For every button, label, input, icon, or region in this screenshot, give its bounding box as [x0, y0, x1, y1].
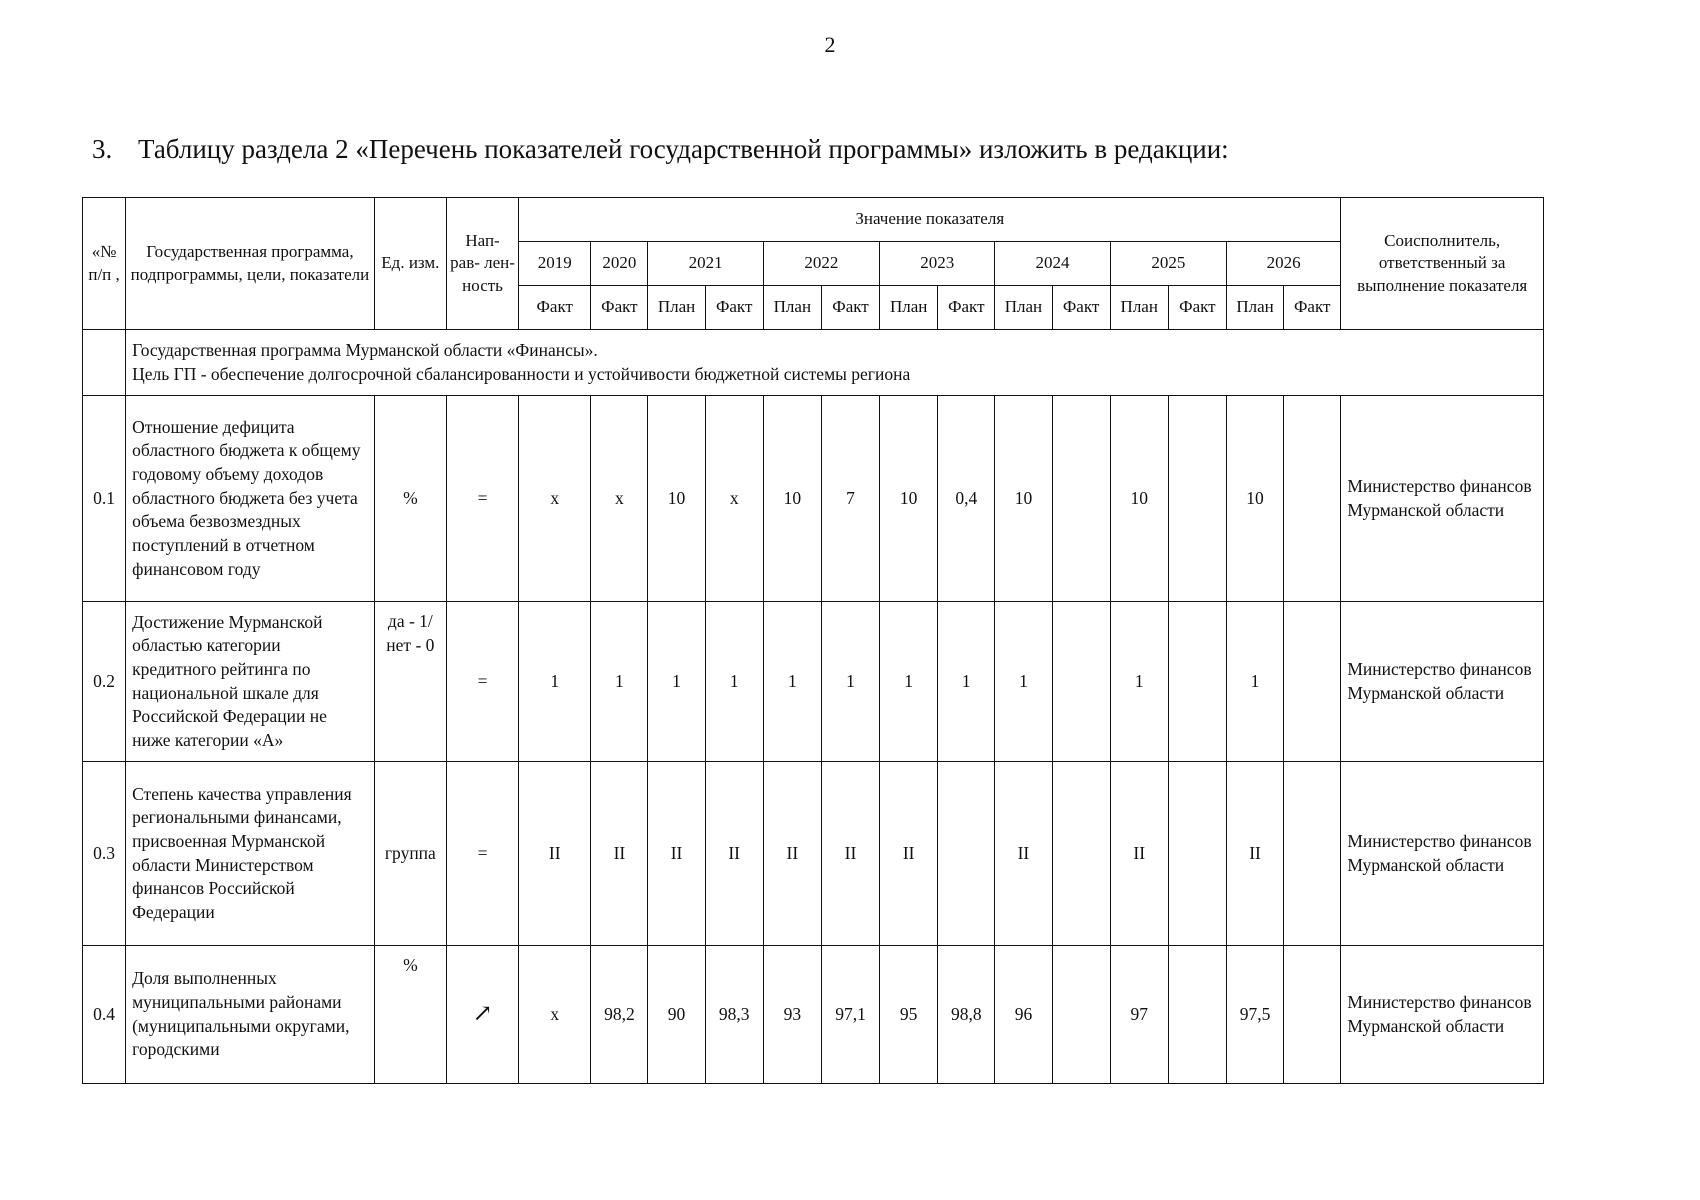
- value-cell: 10: [763, 396, 821, 602]
- value-cell: II: [821, 762, 879, 946]
- value-cell: [1052, 602, 1110, 762]
- program-cell: [126, 330, 1544, 396]
- page-number: 2: [824, 32, 836, 57]
- header-year: 2026: [1226, 242, 1340, 286]
- indicators-table: [82, 197, 1544, 1084]
- value-cell: 1: [880, 602, 938, 762]
- value-cell: 97,5: [1226, 946, 1283, 1084]
- table-row: [83, 946, 1544, 1084]
- value-cell: 98,3: [705, 946, 763, 1084]
- header-subcol: Факт: [821, 286, 879, 330]
- value-cell: х: [519, 946, 591, 1084]
- value-cell: 10: [648, 396, 705, 602]
- value-cell: II: [1110, 762, 1168, 946]
- header-subcol: План: [648, 286, 705, 330]
- value-cell: 1: [705, 602, 763, 762]
- value-cell: 1: [763, 602, 821, 762]
- executor-cell: Министерство финансов Мурманской области: [1341, 762, 1544, 946]
- direction-cell: =: [446, 396, 518, 602]
- value-cell: [1168, 396, 1226, 602]
- direction-cell: =: [446, 762, 518, 946]
- executor-cell: Министерство финансов Мурманской области: [1341, 396, 1544, 602]
- value-cell: II: [705, 762, 763, 946]
- value-cell: [1284, 762, 1341, 946]
- header-year: 2024: [995, 242, 1110, 286]
- header-subcol: План: [995, 286, 1052, 330]
- row-number: 0.3: [83, 762, 126, 946]
- header-subcol: План: [1110, 286, 1168, 330]
- header-row-1: [83, 198, 1544, 242]
- value-cell: [1168, 602, 1226, 762]
- header-num: «№ п/п ,: [83, 198, 126, 330]
- program-row: [83, 330, 1544, 396]
- header-year: 2021: [648, 242, 763, 286]
- row-number: 0.1: [83, 396, 126, 602]
- indicator-name: Доля выполненных муниципальными районами (муниципальными округами, городскими: [126, 946, 375, 1084]
- value-cell: 7: [821, 396, 879, 602]
- value-cell: 93: [763, 946, 821, 1084]
- value-cell: II: [995, 762, 1052, 946]
- header-executor: Соисполнитель, ответственный за выполнение показателя: [1341, 198, 1544, 330]
- value-cell: х: [591, 396, 648, 602]
- value-cell: 1: [1226, 602, 1283, 762]
- value-cell: х: [519, 396, 591, 602]
- program-title: Государственная программа Мурманской области «Финансы».: [132, 339, 598, 360]
- value-cell: 10: [1226, 396, 1283, 602]
- value-cell: 98,8: [938, 946, 995, 1084]
- value-cell: 1: [995, 602, 1052, 762]
- value-cell: 1: [938, 602, 995, 762]
- value-cell: 96: [995, 946, 1052, 1084]
- direction-cell: ↗: [446, 946, 518, 1084]
- header-subcol: Факт: [1168, 286, 1226, 330]
- header-year: 2025: [1110, 242, 1226, 286]
- header-year: 2020: [591, 242, 648, 286]
- executor-cell: Министерство финансов Мурманской области: [1341, 602, 1544, 762]
- value-cell: 1: [648, 602, 705, 762]
- value-cell: [1168, 762, 1226, 946]
- row-number: 0.2: [83, 602, 126, 762]
- value-cell: х: [705, 396, 763, 602]
- value-cell: [938, 762, 995, 946]
- header-subcol: Факт: [705, 286, 763, 330]
- indicator-name: Достижение Мурманской областью категории кредитного рейтинга по национальной шкале для Российской Федерации не ниже категории «А»: [126, 602, 375, 762]
- header-subcol: Факт: [519, 286, 591, 330]
- value-cell: II: [1226, 762, 1283, 946]
- table-row: [83, 602, 1544, 762]
- unit-cell: да - 1/нет - 0: [374, 602, 446, 762]
- header-subcol: Факт: [938, 286, 995, 330]
- header-values-group: Значение показателя: [519, 198, 1341, 242]
- value-cell: [1284, 396, 1341, 602]
- value-cell: II: [591, 762, 648, 946]
- header-subcol: План: [763, 286, 821, 330]
- heading-text: Таблицу раздела 2 «Перечень показателей государственной программы» изложить в редакции:: [138, 134, 1229, 164]
- header-unit: Ед. изм.: [374, 198, 446, 330]
- program-goal: Цель ГП - обеспечение долгосрочной сбалансированности и устойчивости бюджетной системы региона: [132, 363, 911, 384]
- value-cell: [1052, 946, 1110, 1084]
- section-heading: [92, 134, 1229, 165]
- row-number: 0.4: [83, 946, 126, 1084]
- value-cell: II: [648, 762, 705, 946]
- direction-cell: =: [446, 602, 518, 762]
- value-cell: 1: [591, 602, 648, 762]
- value-cell: 98,2: [591, 946, 648, 1084]
- header-year: 2019: [519, 242, 591, 286]
- value-cell: 1: [519, 602, 591, 762]
- unit-cell: группа: [374, 762, 446, 946]
- value-cell: [1284, 602, 1341, 762]
- indicator-name: Степень качества управления региональными финансами, присвоенная Мурманской области Министерством финансов Российской Федерации: [126, 762, 375, 946]
- indicator-name: Отношение дефицита областного бюджета к общему годовому объему доходов областного бюджета без учета объема безвозмездных поступлений в отчетном финансовом году: [126, 396, 375, 602]
- header-name: Государственная программа, подпрограммы, цели, показатели: [126, 198, 375, 330]
- heading-number: 3.: [92, 134, 113, 164]
- value-cell: [1052, 396, 1110, 602]
- header-direction: Нап- рав- лен- ность: [446, 198, 518, 330]
- value-cell: 97,1: [821, 946, 879, 1084]
- table-row: [83, 396, 1544, 602]
- unit-cell: %: [374, 396, 446, 602]
- header-year: 2022: [763, 242, 879, 286]
- value-cell: 10: [1110, 396, 1168, 602]
- header-subcol: Факт: [591, 286, 648, 330]
- value-cell: [1168, 946, 1226, 1084]
- executor-cell: Министерство финансов Мурманской области: [1341, 946, 1544, 1084]
- value-cell: II: [519, 762, 591, 946]
- unit-cell: %: [374, 946, 446, 1084]
- header-subcol: Факт: [1052, 286, 1110, 330]
- value-cell: [1284, 946, 1341, 1084]
- header-year: 2023: [880, 242, 995, 286]
- value-cell: 1: [821, 602, 879, 762]
- value-cell: II: [763, 762, 821, 946]
- value-cell: 10: [995, 396, 1052, 602]
- value-cell: 10: [880, 396, 938, 602]
- value-cell: 1: [1110, 602, 1168, 762]
- header-subcol: Факт: [1284, 286, 1341, 330]
- value-cell: 97: [1110, 946, 1168, 1084]
- value-cell: [1052, 762, 1110, 946]
- value-cell: II: [880, 762, 938, 946]
- value-cell: 95: [880, 946, 938, 1084]
- table-row: [83, 762, 1544, 946]
- program-num-cell: [83, 330, 126, 396]
- value-cell: 0,4: [938, 396, 995, 602]
- header-subcol: План: [880, 286, 938, 330]
- value-cell: 90: [648, 946, 705, 1084]
- header-subcol: План: [1226, 286, 1283, 330]
